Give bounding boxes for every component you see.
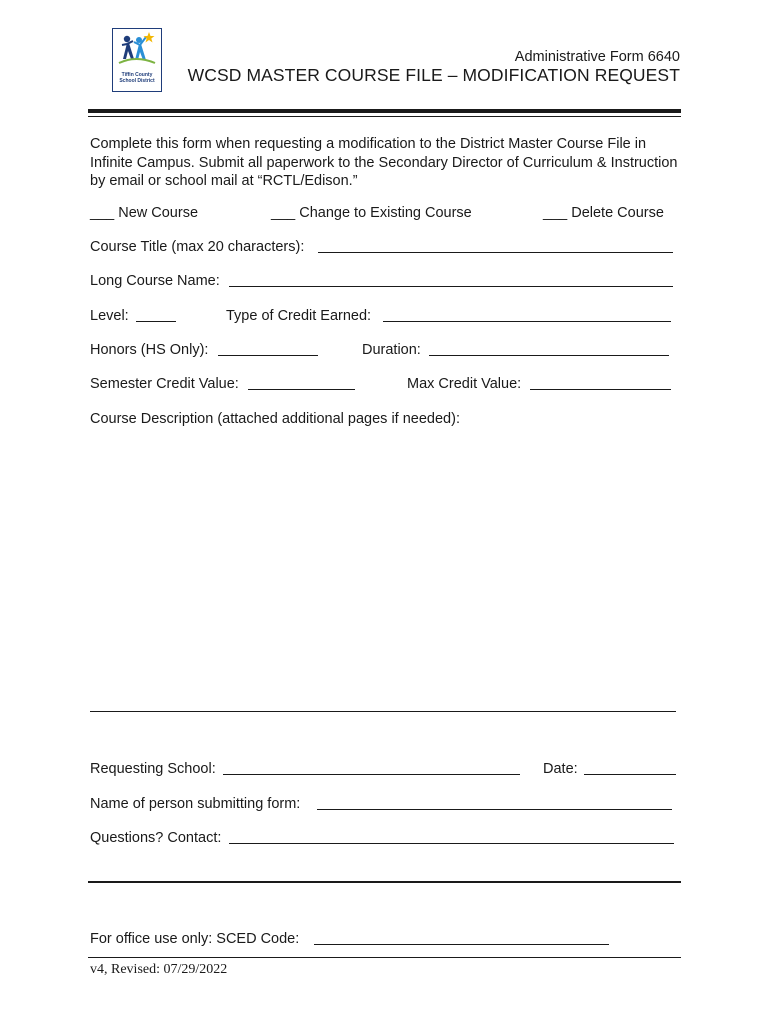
semester-credit-label: Semester Credit Value: [90,376,239,392]
max-credit-field[interactable] [530,389,671,390]
delete-course-blank[interactable]: ___ [543,205,568,221]
change-course-blank[interactable]: ___ [271,205,296,221]
submitter-name-label: Name of person submitting form: [90,796,301,812]
submitter-name-field[interactable] [317,809,672,810]
requesting-school-label: Requesting School: [90,761,216,777]
sced-code-field[interactable] [314,944,609,945]
level-field[interactable] [136,321,176,322]
requesting-school-field[interactable] [223,774,520,775]
header-rule-thick [88,109,681,113]
logo-figures-icon [113,29,160,73]
credit-type-field[interactable] [383,321,671,322]
duration-field[interactable] [429,355,669,356]
course-description-label: Course Description (attached additional pages if needed): [90,411,460,427]
questions-contact-label: Questions? Contact: [90,830,222,846]
semester-credit-field[interactable] [248,389,355,390]
district-logo [112,28,162,92]
footer-rule [88,957,681,958]
credit-type-label: Type of Credit Earned: [226,308,372,324]
course-description-bottom-line [90,711,676,712]
change-course-label: Change to Existing Course [299,205,472,221]
date-field[interactable] [584,774,676,775]
header-rule-thin [88,116,681,117]
logo-text: Tiffin County School District [119,72,155,84]
delete-course-option[interactable] [543,204,664,222]
instructions-paragraph: Complete this form when requesting a modification to the District Master Course File in Infinite Campus. Submit all paperwork to the Secondary Director of Curriculum & Instruction by email or school mail at “RCTL/Edison.” [90,136,678,189]
long-course-name-field[interactable] [229,286,673,287]
course-title-field[interactable] [318,252,673,253]
long-course-name-label: Long Course Name: [90,273,220,289]
date-label: Date: [543,761,578,777]
revision-note: v4, Revised: 07/29/2022 [90,962,228,977]
form-number: Administrative Form 6640 [514,49,680,65]
course-title-label: Course Title (max 20 characters): [90,239,305,255]
honors-field[interactable] [218,355,318,356]
sced-code-label: For office use only: SCED Code: [90,931,300,947]
new-course-blank[interactable]: ___ [90,205,115,221]
new-course-option[interactable] [90,204,198,222]
section-divider [88,881,681,883]
course-description-area[interactable] [90,430,676,710]
change-course-option[interactable] [271,204,472,222]
new-course-label: New Course [118,205,199,221]
duration-label: Duration: [362,342,421,358]
max-credit-label: Max Credit Value: [407,376,522,392]
questions-contact-field[interactable] [229,843,674,844]
form-title: WCSD MASTER COURSE FILE – MODIFICATION REQUEST [187,65,680,85]
delete-course-label: Delete Course [571,205,664,221]
level-label: Level: [90,308,129,324]
honors-label: Honors (HS Only): [90,342,209,358]
